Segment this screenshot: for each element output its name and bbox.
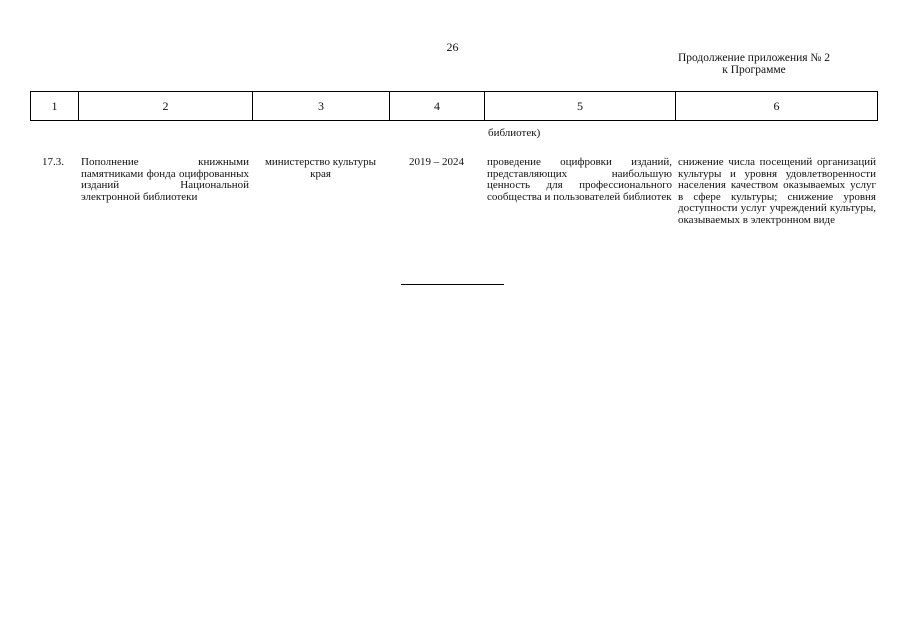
column-header-2: 2 <box>79 92 253 120</box>
column-header-4: 4 <box>390 92 485 120</box>
result-text: проведение оцифровки изданий, представляющих наибольшую ценность для профессионального сообщества и пользователей библиотек <box>487 156 672 203</box>
risk-text: снижение числа посещений организаций культуры и уровня удовлетворенности населения качеством оказываемых услуг в сфере культуры; снижение уровня доступности услуг учреждений культуры, оказываемых в электронном виде <box>678 156 876 226</box>
activity-text: Пополнение книжными памятниками фонда оцифрованных изданий Национальной электронной библиотеки <box>81 156 249 203</box>
page-number: 26 <box>446 40 459 54</box>
activity-cell <box>78 157 252 227</box>
column-header-1: 1 <box>31 92 79 120</box>
column-header-5: 5 <box>485 92 676 120</box>
row-number: 17.3. <box>42 156 64 168</box>
appendix-line-1: Продолжение приложения № 2 <box>677 52 831 64</box>
end-rule <box>401 284 504 285</box>
period-cell: 2019 – 2024 <box>409 156 464 168</box>
continuation-text: библиотек) <box>488 127 541 139</box>
table-row <box>30 157 878 227</box>
result-cell <box>484 157 675 227</box>
column-header-3: 3 <box>253 92 390 120</box>
appendix-line-2: к Программе <box>722 64 786 76</box>
appendix-note <box>640 52 868 76</box>
column-header-6: 6 <box>773 98 780 113</box>
table-header <box>30 91 878 121</box>
executor-cell: министерство культуры края <box>264 156 377 180</box>
risk-cell <box>675 157 878 227</box>
